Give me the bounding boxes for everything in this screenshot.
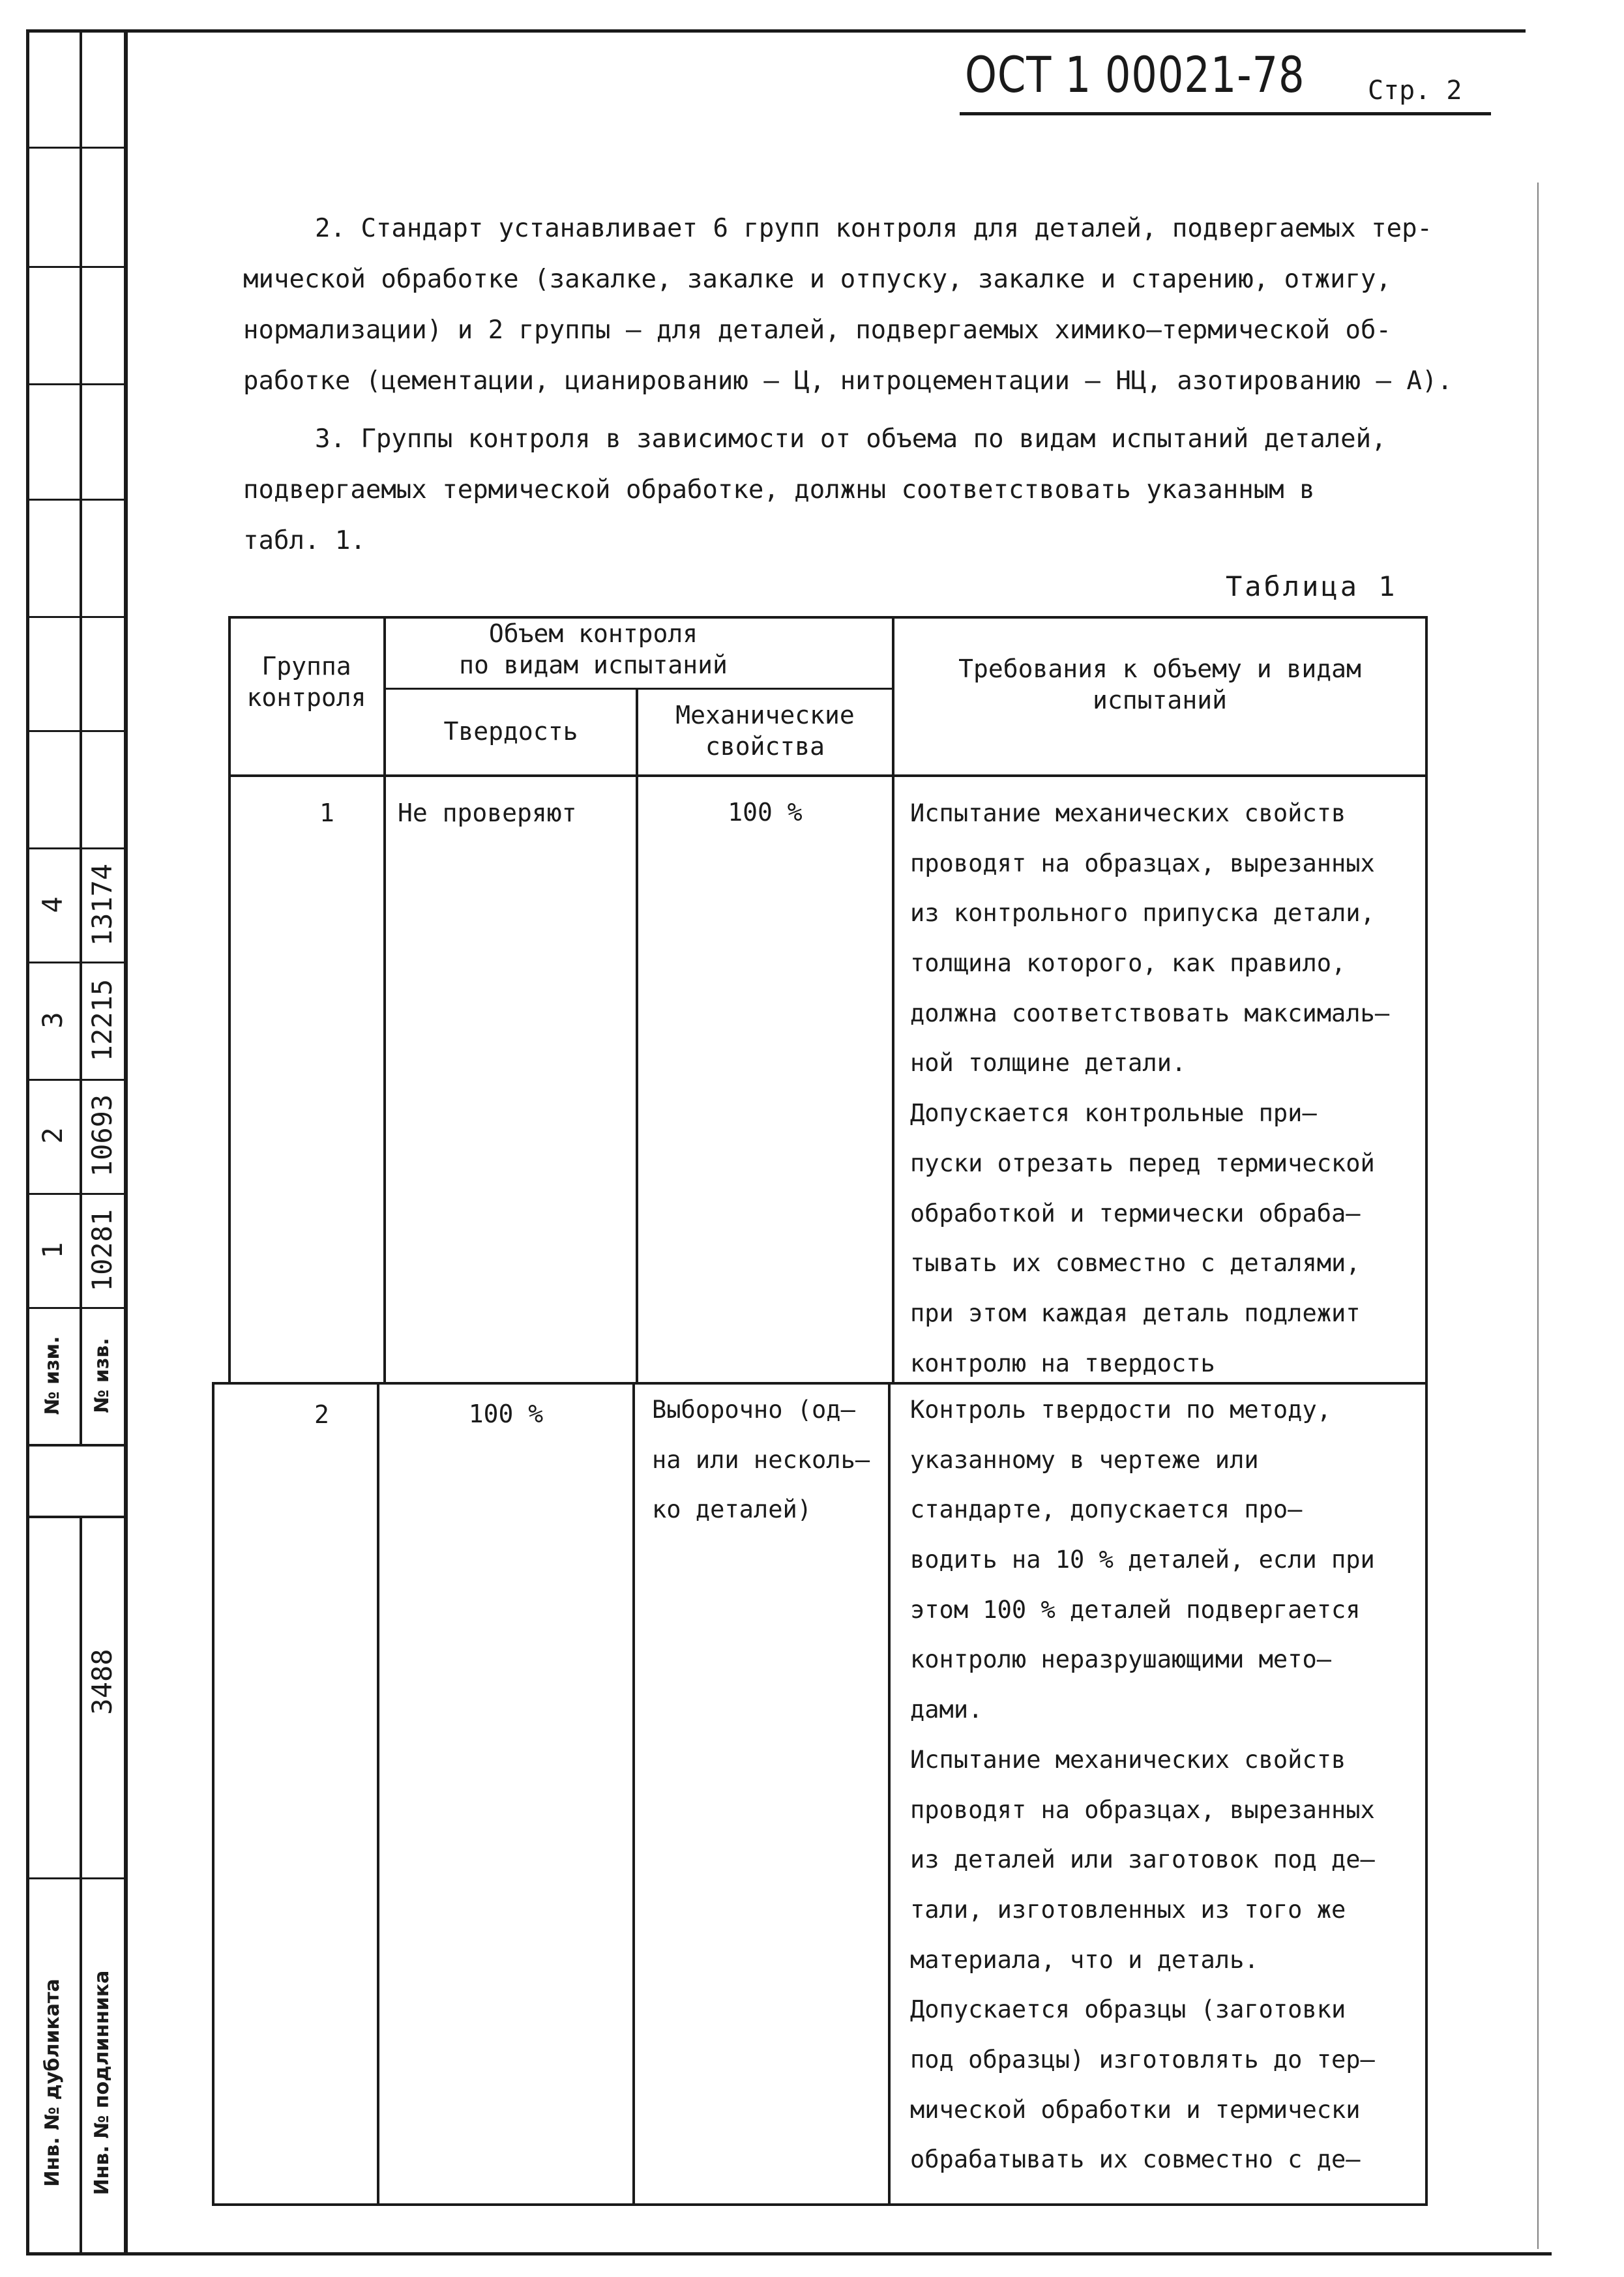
header-mechanical-line: Механические xyxy=(675,701,855,729)
requirement-line: ной толщине детали. xyxy=(910,1049,1187,1078)
paragraph-line: мической обработке (закалке, закалке и отпуску, закалке и старению, отжигу, xyxy=(243,265,1391,294)
paragraph-line: подвергаемых термической обработке, должны соответствовать указанным в xyxy=(243,475,1315,505)
frame-bottom xyxy=(26,2252,1552,2255)
table-col-divider-3-lower xyxy=(888,1382,891,2206)
frame-right-edge xyxy=(1537,183,1539,2249)
requirement-line: из деталей или заготовок под де– xyxy=(910,1845,1375,1874)
header-hardness: Твердость xyxy=(443,717,578,746)
frame-strip-divider-lower xyxy=(80,1516,82,2255)
strip-rule xyxy=(26,847,125,849)
requirement-line: стандарте, допускается про– xyxy=(910,1495,1303,1524)
table-header-bottom xyxy=(228,774,1428,777)
paragraph-line: 3. Группы контроля в зависимости от объема по видам испытаний деталей, xyxy=(315,424,1387,454)
requirement-line: из контрольного припуска детали, xyxy=(910,899,1375,928)
stamp-izv-1: 10281 xyxy=(86,1209,118,1292)
row2-requirements xyxy=(910,1385,1375,2185)
header-volume-line: по видам испытаний xyxy=(459,651,728,679)
header-mechanical xyxy=(638,699,892,762)
requirement-line: под образцы) изготовлять до тер– xyxy=(910,2045,1375,2074)
table-border-bottom xyxy=(212,2203,1428,2206)
requirement-line: обработкой и термически обраба– xyxy=(910,1199,1361,1227)
strip-rule xyxy=(26,1193,125,1195)
header-mechanical-line: свойства xyxy=(705,732,825,761)
table-caption: Таблица 1 xyxy=(1226,570,1398,602)
requirement-line: пуски отрезать перед термической xyxy=(910,1149,1375,1177)
requirement-line: Испытание механических свойств xyxy=(910,799,1346,827)
paragraph-3 xyxy=(243,414,1387,566)
requirement-line: тали, изготовленных из того же xyxy=(910,1895,1346,1924)
requirement-line: указанному в чертеже или xyxy=(910,1445,1259,1474)
paragraph-line: работке (цементации, цианированию – Ц, нитроцементации – НЦ, азотированию – А). xyxy=(243,366,1453,396)
strip-rule xyxy=(26,147,125,149)
row2-hardness: 100 % xyxy=(468,1400,544,1428)
strip-rule xyxy=(26,499,125,501)
strip-rule xyxy=(26,1079,125,1081)
stamp-duplicate-label: Инв. № дубликата xyxy=(41,1978,64,2187)
frame-strip-divider xyxy=(80,29,82,1444)
table-col-divider-3 xyxy=(892,616,894,1384)
strip-rule xyxy=(26,1444,125,1447)
requirement-line: мической обработки и термически xyxy=(910,2095,1361,2124)
requirement-line: контролю неразрушающими мето– xyxy=(910,1645,1332,1674)
strip-rule xyxy=(26,1307,125,1309)
row1-group: 1 xyxy=(319,799,334,827)
strip-rule xyxy=(26,1877,125,1879)
frame-left-outer xyxy=(26,29,29,2255)
table-col-divider-2 xyxy=(636,688,638,1384)
requirement-line: при этом каждая деталь подлежит xyxy=(910,1299,1361,1327)
page-number: Стр. 2 xyxy=(1368,76,1462,106)
stamp-original-label: Инв. № подлинника xyxy=(91,1970,113,2196)
row1-requirements xyxy=(910,789,1389,1388)
requirement-line: проводят на образцах, вырезанных xyxy=(910,849,1375,877)
table-border-left-lower xyxy=(212,1382,214,2206)
requirement-line: Допускается образцы (заготовки xyxy=(910,1995,1346,2024)
row2-mechanical-line: на или несколь– xyxy=(652,1445,870,1474)
stamp-izv-2: 10693 xyxy=(86,1094,118,1177)
header-rule xyxy=(960,112,1491,115)
requirement-line: должна соответствовать максималь– xyxy=(910,999,1390,1027)
table-border-right xyxy=(1425,616,1428,2206)
strip-rule xyxy=(26,383,125,385)
header-group-line: Группа xyxy=(261,652,351,681)
row2-group: 2 xyxy=(314,1400,329,1429)
stamp-izm-label: № изм. xyxy=(41,1336,64,1415)
requirement-line: толщина которого, как правило, xyxy=(910,949,1346,978)
header-group-line: контроля xyxy=(246,683,366,712)
paragraph-2 xyxy=(243,203,1453,407)
row2-mechanical-line: ко деталей) xyxy=(652,1495,812,1524)
strip-rule xyxy=(26,962,125,963)
stamp-izv-4: 13174 xyxy=(86,863,118,947)
header-volume-line: Объем контроля xyxy=(488,619,698,648)
requirement-line: дами. xyxy=(910,1696,983,1724)
table-border-left xyxy=(228,616,231,1384)
strip-rule xyxy=(26,730,125,732)
paragraph-line: табл. 1. xyxy=(243,526,366,555)
paragraph-line: нормализации) и 2 группы – для деталей, подвергаемых химико–термической об- xyxy=(243,316,1391,345)
strip-rule xyxy=(26,1516,125,1518)
table-col-divider-2-lower xyxy=(632,1382,635,2206)
header-requirements xyxy=(894,653,1425,716)
stamp-izm-3: 3 xyxy=(37,1012,68,1029)
row1-mechanical xyxy=(638,797,892,828)
requirement-line: обрабатывать их совместно с де– xyxy=(910,2145,1361,2174)
row2-mechanical-line: Выборочно (од– xyxy=(652,1396,855,1424)
requirement-line: материала, что и деталь. xyxy=(910,1945,1259,1974)
strip-rule xyxy=(26,266,125,268)
stamp-izv-label: № изв. xyxy=(91,1338,113,1413)
frame-top xyxy=(26,29,1526,33)
requirement-line: водить на 10 % деталей, если при xyxy=(910,1546,1375,1574)
header-requirements-line: Требования к объему и видам xyxy=(958,654,1361,683)
stamp-izv-3: 12215 xyxy=(86,978,118,1062)
stamp-izm-2: 2 xyxy=(37,1127,68,1144)
table-col-divider-1-lower xyxy=(377,1382,379,2206)
table-rule-volume xyxy=(385,688,894,690)
row1-hardness: Не проверяют xyxy=(398,799,577,827)
requirement-line: этом 100 % деталей подвергается xyxy=(910,1595,1361,1624)
requirement-line: Испытание механических свойств xyxy=(910,1745,1346,1774)
stamp-izm-1: 1 xyxy=(37,1242,68,1259)
stamp-izm-4: 4 xyxy=(37,896,68,913)
frame-left-main xyxy=(124,29,128,2255)
stamp-original-value: 3488 xyxy=(86,1649,118,1715)
row1-mechanical-line: 100 % xyxy=(728,798,803,827)
requirement-line: Допускается контрольные при– xyxy=(910,1099,1317,1128)
row2-mechanical xyxy=(652,1385,870,1535)
strip-rule xyxy=(26,616,125,618)
requirement-line: тывать их совместно с деталями, xyxy=(910,1249,1361,1278)
header-volume xyxy=(386,618,892,681)
requirement-line: Контроль твердости по методу, xyxy=(910,1396,1332,1424)
header-requirements-line: испытаний xyxy=(1093,686,1227,714)
document-number: ОСТ 1 00021-78 xyxy=(965,46,1305,104)
requirement-line: контролю на твердость xyxy=(910,1349,1215,1377)
requirement-line: проводят на образцах, вырезанных xyxy=(910,1795,1375,1824)
paragraph-line: 2. Стандарт устанавливает 6 групп контроля для деталей, подвергаемых тер- xyxy=(315,214,1433,243)
